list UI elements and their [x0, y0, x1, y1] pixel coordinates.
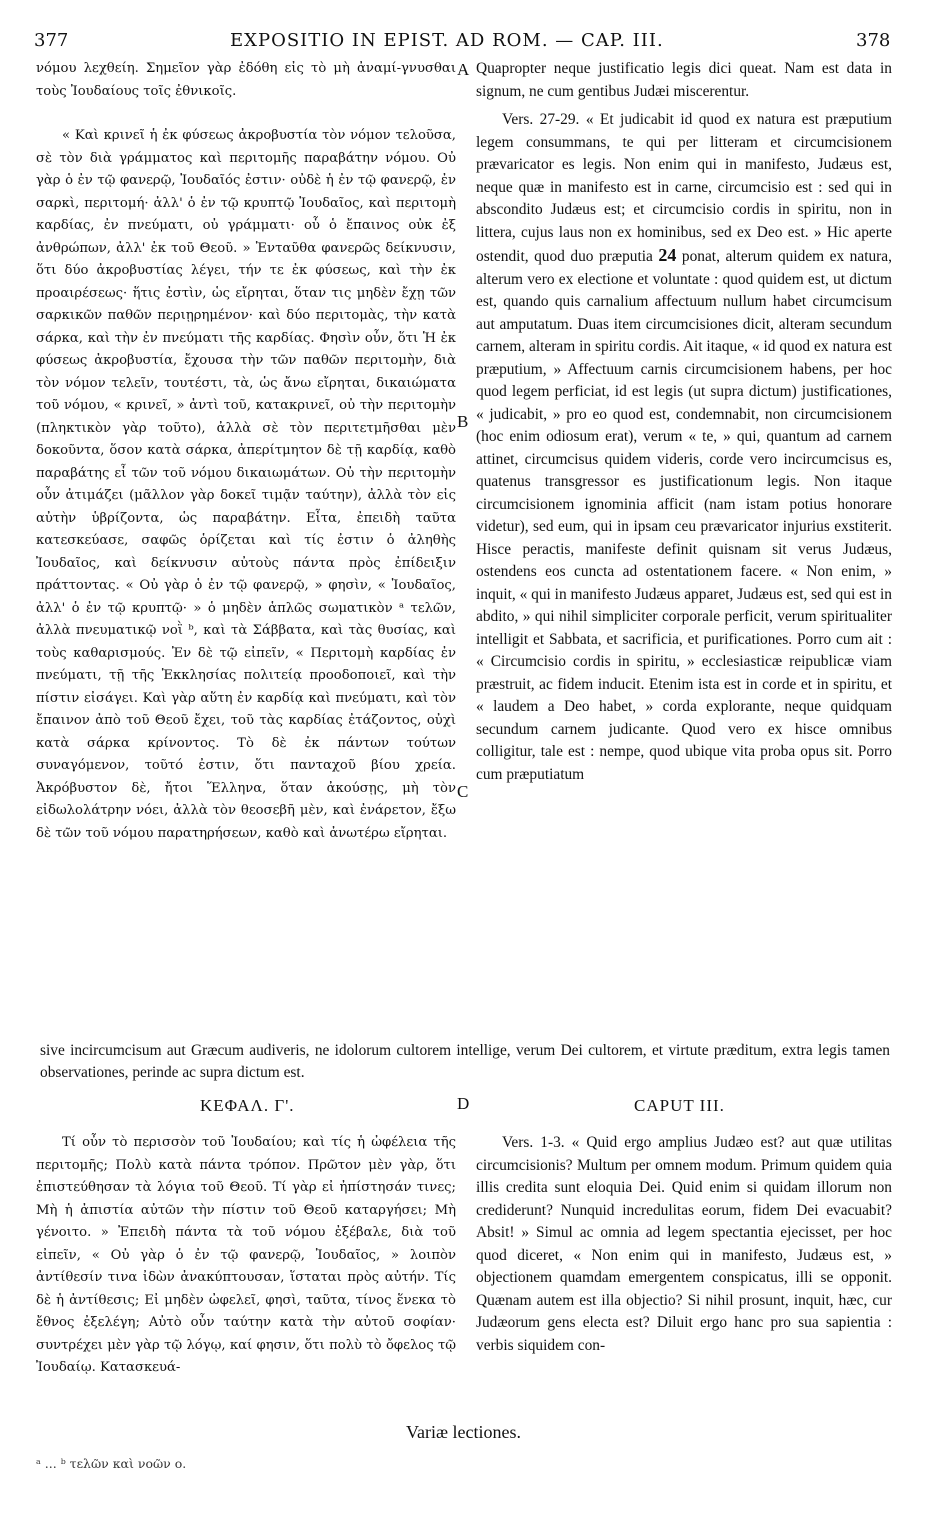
variae-lectiones-note: ᵃ ... ᵇ τελῶν καὶ νοῶν ο. — [36, 1456, 187, 1471]
greek-column-bottom — [36, 1132, 456, 1380]
column-number: 24 — [658, 245, 677, 265]
margin-letter-a: A — [457, 60, 470, 79]
greek-chapter-text: Τί οὖν τὸ περισσὸν τοῦ Ἰουδαίου; καὶ τίς ἡ ὠφέλεια τῆς περιτομῆς; Πολὺ κατὰ πάντα τρόπον. Πρῶτον μὲν γὰρ, ὅτι ἐπιστεύθησαν τὰ λόγια τοῦ Θεοῦ. Τί γὰρ εἰ ἠπίστησάν τινες; Μὴ ἡ ἀπιστία αὐτῶν τὴν πίστιν τοῦ Θεοῦ καταργήσει; Μὴ γένοιτο. » Ἐπειδὴ πάντα τὰ τοῦ νόμου ἐξέβαλε, διὰ τοῦ εἰπεῖν, « Οὐ γὰρ ὁ ἐν τῷ φανερῷ, Ἰουδαῖος, » λοιπὸν ἀντίθεσίν τινα ἰδὼν ἀνακύπτουσαν, ἵσταται πρὸς αὐτήν. Τίς δὲ ἡ ἀντίθεσις; Εἰ μηδὲν ὠφελεῖ, φησὶ, ταῦτα, τίνος ἕνεκα τὸ ἔθνος ἐξελέγη; Αὐτὸ οὖν ταύτην κατὰ τὴν αὐτοῦ σοφίαν· συντρέχει μὲν γὰρ τῷ λόγῳ, καί φησιν, ὅτι πολὺ τὸ ὄφελος τῷ Ἰουδαίῳ. Κατασκευά- — [36, 1135, 456, 1375]
variae-lectiones-heading: Variæ lectiones. — [406, 1422, 521, 1442]
page-number-right: 378 — [856, 30, 891, 51]
running-title: EXPOSITIO IN EPIST. AD ROM. — CAP. III. — [230, 30, 664, 51]
latin-commentary — [476, 109, 892, 786]
latin-column-bottom — [476, 1132, 892, 1357]
greek-column-top — [36, 58, 456, 845]
latin-commentary-part-b: ponat, alterum quidem ex natura, alterum vero ex electione et voluntate : quod quidem est, ut dictum est, quando quis carnalium affectuum nullum habet circumcisum aut amputatum. Duas item circumcisiones dicit, alteram secundum carnem, alteram in spiritu cordis. Ait itaque, « id quod ex natura est præputium, » Affectuum carnis circumcisionem habens, per hoc quod legem perficiat, id est legis (ut supra dictum) justificationes, « judicabit, » pro eo quod est, condemnabit, non circumcisionem (hoc enim odiosum erat), verum « te, » qui, quantum ad carnem attinet, circumcisus quidem videris, corde vero incircumcisus es, quatenus transgressor es justificationum legis. Non itaque circumcisionem ignominia afficit (nam istam potius honorare videtur), sed eum, qui in ipsam ceu prævaricator injurius exstiterit. Hisce peractis, manifeste definit quisnam sit verus Judæus, ostendens eos cuncta ad ostentationem facere. « Non enim, » inquit, « qui in manifesto Judæus apparet, Judæus est, sed qui est in abdito, » qui nihil simpliciter corporale perficit, verum spiritualiter intelligit et Sabbata, et sacrificia, et purificationes. Porro cum ait : « Circumcisio cordis in spiritu, » ecclesiasticæ reipublicæ viam præstruit, ac fidem inducit. Etenim ista est in corde et in spiritu, et « laudem a Deo habet, » corda explorante, neque quidquam secundum carnem judicante. Quod vero ex hisce omnibus colligitur, tale est : nempe, quod ubique vita proba opus sit. Porro cum præputiatum — [476, 248, 892, 783]
page-number-left: 377 — [34, 30, 69, 51]
latin-column-top — [476, 58, 892, 786]
greek-commentary: « Καὶ κρινεῖ ἡ ἐκ φύσεως ἀκροβυστία τὸν νόμον τελοῦσα, σὲ τὸν διὰ γράμματος καὶ περιτομῆς παραβάτην νόμου. Οὐ γὰρ ὁ ἐν τῷ φανερῷ, Ἰουδαῖός ἐστιν· οὐδὲ ἡ ἐν τῷ φανερῷ, ἐν σαρκὶ, περιτομή· ἀλλ' ὁ ἐν τῷ κρυπτῷ Ἰουδαῖος, καὶ περιτομὴ καρδίας, ἐν πνεύματι, οὐ γράμματι· οὗ ὁ ἔπαινος οὐκ ἐξ ἀνθρώπων, ἀλλ' ἐκ τοῦ Θεοῦ. » Ἐνταῦθα φανερῶς δείκνυσιν, ὅτι δύο ἀκροβυστίας λέγει, τήν τε ἐκ φύσεως, καὶ τὴν ἐκ προαιρέσεως· ἥτις ἐστὶν, ὡς εἴρηται, ὅταν τις μηδὲν ἔχῃ τῶν σαρκικῶν παθῶν περιῃρημένον· καὶ δύο περιτομὰς, τὴν κατὰ σάρκα, καὶ τὴν ἐν πνεύματι τῆς καρδίας. Φησὶν οὖν, ὅτι Ἡ ἐκ φύσεως ἀκροβυστία, ἔχουσα τὴν τῶν παθῶν περιτομὴν, διὰ τὸν νόμον τελεῖν, τουτέστι, τὰ, ὡς ἄνω εἴρηται, δικαιώματα τοῦ νόμου, « κρινεῖ, » ἀντὶ τοῦ, κατακρινεῖ, οὐ τὴν περιτομὴν (πληκτικὸν γὰρ τοῦτο), ἀλλὰ σὲ τὸν περιτετμῆσθαι μὲν δοκοῦντα, ὅσον κατὰ σάρκα, ἀπερίτμητον δὲ τῇ καρδίᾳ, καθὸ παραβάτης εἶ τῶν τοῦ νόμου δικαιωμάτων. Οὐ τὴν περιτομὴν οὖν ἀτιμάζει (μᾶλλον γὰρ δοκεῖ τιμᾷν ταύτην), ἀλλὰ τὸν εἰς αὐτὴν ὑβρίζοντα, ὡς παραβάτην. Εἶτα, ἐπειδὴ ταῦτα κατεσκεύασε, σαφῶς ὁρίζεται καὶ τίς ἐστιν ὁ ἀληθὴς Ἰουδαῖος, καὶ δείκνυσιν αὐτοὺς πάντα πρὸς ἐπίδειξιν πράττοντας. « Οὐ γὰρ ὁ ἐν τῷ φανερῷ, » φησὶν, « Ἰουδαῖος, ἀλλ' ὁ ἐν τῷ κρυπτῷ· » ὁ μηδὲν ἁπλῶς σωματικὸν ᵃ τελῶν, ἀλλὰ πνευματικῷ νοῒ ᵇ, καὶ τὰ Σάββατα, καὶ τὰς θυσίας, καὶ τοὺς καθαρισμούς. Ἐν δὲ τῷ εἰπεῖν, « Περιτομὴ καρδίας ἐν πνεύματι, τῇ τῆς Ἐκκλησίας πολιτείᾳ προοδοποιεῖ, καὶ τὴν πίστιν εἰσάγει. Καὶ γὰρ αὕτη ἐν καρδίᾳ καὶ πνεύματι, καὶ τὸν ἔπαινον ἀπὸ τοῦ Θεοῦ ἔχει, τοῦ τὰς καρδίας ἐτάζοντος, οὐχὶ κατὰ σάρκα κρίνοντος. Τὸ δὲ ἐκ πάντων τούτων συναγόμενον, τοῦτό ἐστιν, ὅτι πανταχοῦ βίου χρεία. Ἀκρόβυστον δὲ, ἤτοι Ἕλληνα, ὅταν ἀκούσῃς, μὴ τὸν εἰδωλολάτρην νόει, ἀλλὰ τὸν θεοσεβῆ μὲν, καὶ ἐνάρετον, ἔξω δὲ τῶν τοῦ νόμου παρατηρήσεων, καθὸ καὶ ἀνωτέρω εἴρηται. — [36, 128, 456, 841]
margin-letter-d: D — [457, 1094, 470, 1113]
page-header — [0, 30, 927, 56]
greek-opening-lines: νόμου λεχθείη. Σημεῖον γὰρ ἐδόθη εἰς τὸ μὴ ἀναμί-γνυσθαι τοὺς Ἰουδαίους τοῖς ἐθνικοῖς. — [36, 61, 456, 99]
latin-commentary-part-a: Vers. 27-29. « Et judicabit id quod ex natura est præputium legem consummans, te qui per litteram et circumcisionem prævaricator es legis. Non enim qui in manifesto, Judæus est, neque quæ in manifesto est in carne, circumcisio est : sed qui in abscondito Judæus est; et circumcisio cordis in spiritu, non in littera, cujus laus non ex hominibus, sed ex Deo est. » Hic aperte ostendit, quod duo præputia — [476, 111, 892, 265]
latin-opening-lines: Quapropter neque justificatio legis dici queat. Nam est data in signum, ne cum gentibus Judæi miscerentur. — [476, 60, 892, 100]
margin-letter-c: C — [457, 782, 469, 801]
chapter-heading-latin: CAPUT III. — [634, 1096, 725, 1115]
full-width-continuation: sive incircumcisum aut Græcum audiveris, ne idolorum cultorem intellige, verum Dei cultorem, et virtute præditum, extra legis tamen observationes, perinde ac supra dictum est. — [40, 1042, 890, 1081]
latin-chapter-text: Vers. 1-3. « Quid ergo amplius Judæo est? aut quæ utilitas circumcisionis? Multum per omnem modum. Primum quidem quia illis credita sunt eloquia Dei. Quid enim si quidam illorum non crediderunt? Nunquid incredulitas eorum, fidem Dei evacuabit? Absit! » Simul ac omnia ad legem spectantia ejecisset, per hoc quod diceret, « Non enim qui in manifesto, Judæus est, » objectionem quamdam emergentem conspicatus, illi se opponit. Quænam autem est illa objectio? Si nihil prosunt, inquit, hæc, cur Judæorum gens electa est? Diluit ergo hanc pro sua sapientia : verbis siquidem con- — [476, 1134, 892, 1354]
chapter-heading-greek: ΚΕΦΑΛ. Γ'. — [200, 1096, 295, 1115]
margin-letter-b: B — [457, 412, 469, 431]
